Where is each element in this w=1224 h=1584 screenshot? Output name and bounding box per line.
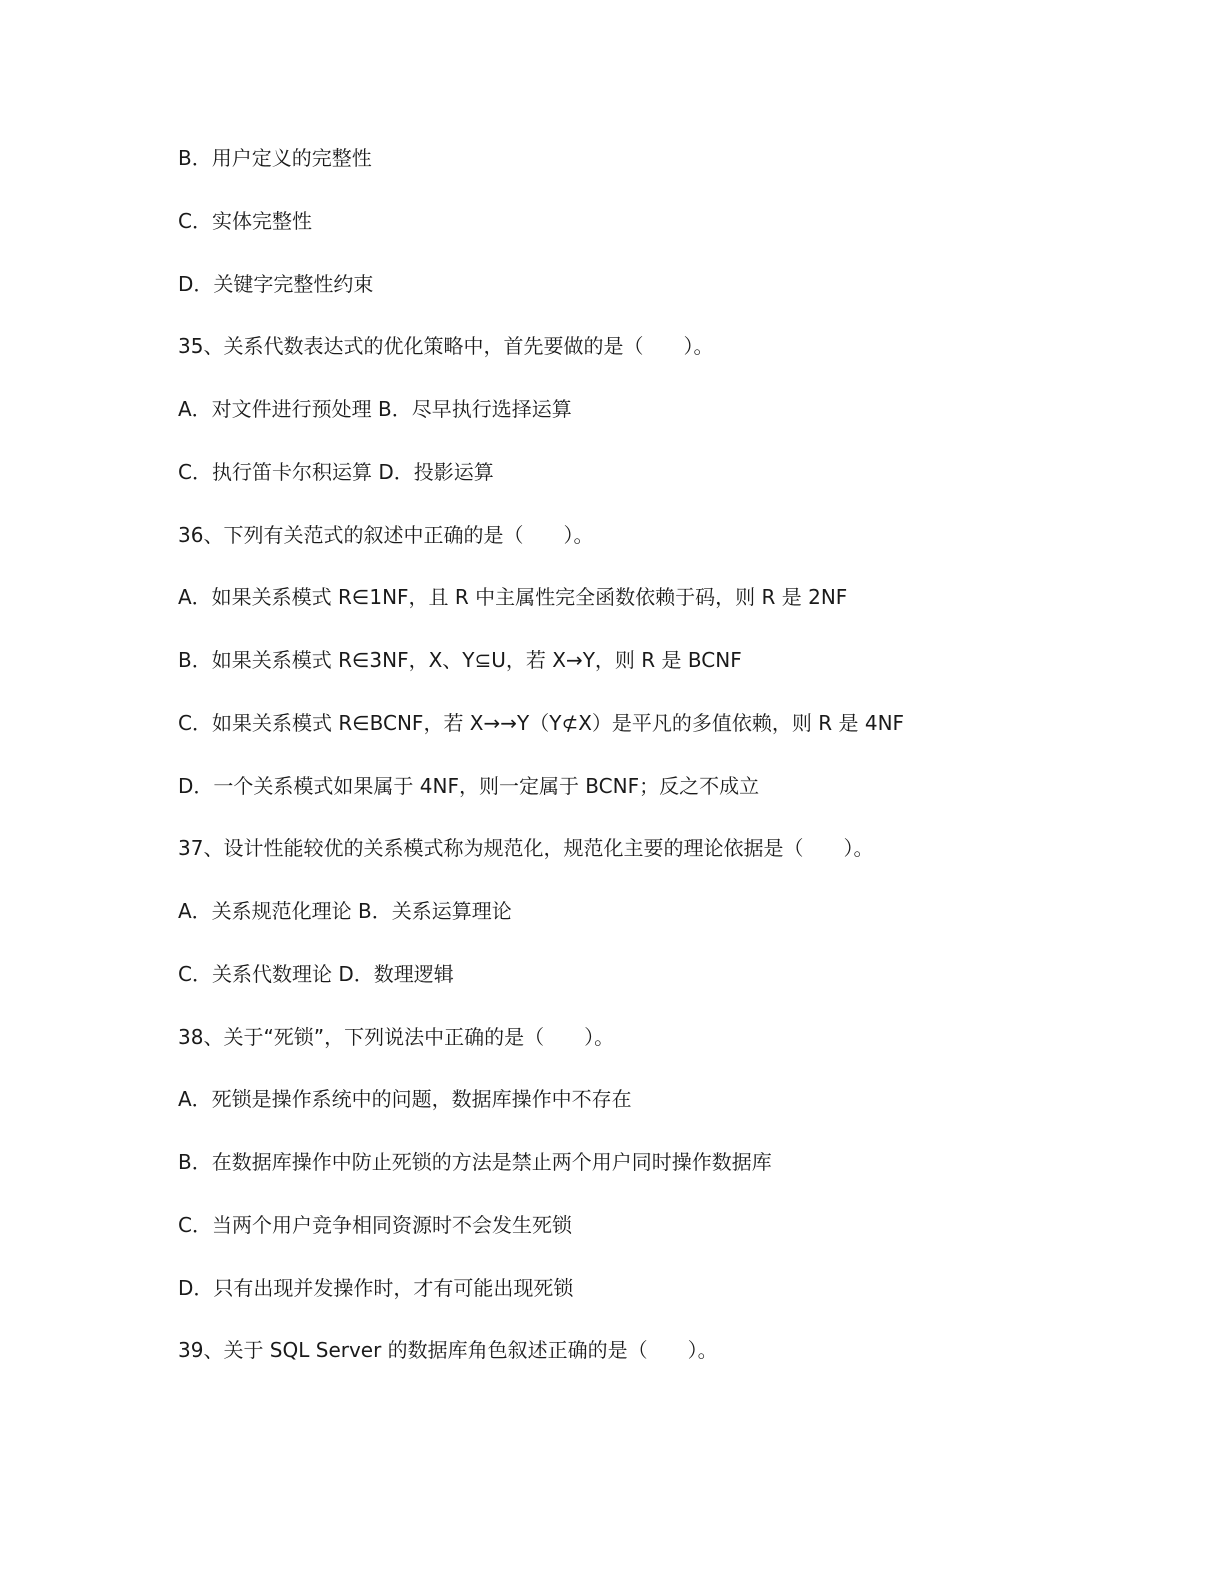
document-page bbox=[178, 138, 1158, 1370]
question-36-option-c: C．如果关系模式 R∈BCNF，若 X→→Y（Y⊄X）是平凡的多值依赖，则 R 是 4NF bbox=[178, 710, 905, 735]
question-37-options-ab: A．关系规范化理论 B．关系运算理论 bbox=[178, 899, 512, 923]
question-37-options-cd: C．关系代数理论 D．数理逻辑 bbox=[178, 961, 454, 986]
question-38-option-c: C．当两个用户竞争相同资源时不会发生死锁 bbox=[178, 1212, 572, 1237]
option-c-entity-integrity: C．实体完整性 bbox=[178, 208, 312, 233]
option-b-user-defined-integrity: B．用户定义的完整性 bbox=[178, 146, 372, 170]
option-d-key-integrity: D．关键字完整性约束 bbox=[178, 271, 374, 296]
question-36-option-b: B．如果关系模式 R∈3NF，X、Y⊆U，若 X→Y，则 R 是 BCNF bbox=[178, 648, 742, 672]
question-37: 37、设计性能较优的关系模式称为规范化，规范化主要的理论依据是（ ）。 bbox=[178, 836, 874, 861]
question-36-option-a: A．如果关系模式 R∈1NF，且 R 中主属性完全函数依赖于码，则 R 是 2NF bbox=[178, 585, 848, 610]
question-35: 35、关系代数表达式的优化策略中，首先要做的是（ ）。 bbox=[178, 334, 714, 359]
question-38: 38、关于“死锁”，下列说法中正确的是（ ）。 bbox=[178, 1024, 615, 1049]
question-38-option-a: A．死锁是操作系统中的问题，数据库操作中不存在 bbox=[178, 1087, 632, 1112]
question-35-options-ab: A．对文件进行预处理 B．尽早执行选择运算 bbox=[178, 397, 572, 421]
question-36: 36、下列有关范式的叙述中正确的是（ ）。 bbox=[178, 522, 594, 547]
question-36-option-d: D．一个关系模式如果属于 4NF，则一定属于 BCNF；反之不成立 bbox=[178, 773, 760, 798]
question-35-options-cd: C．执行笛卡尔积运算 D．投影运算 bbox=[178, 459, 494, 484]
question-38-option-d: D．只有出现并发操作时，才有可能出现死锁 bbox=[178, 1275, 574, 1300]
question-38-option-b: B．在数据库操作中防止死锁的方法是禁止两个用户同时操作数据库 bbox=[178, 1150, 772, 1174]
question-39: 39、关于 SQL Server 的数据库角色叙述正确的是（ ）。 bbox=[178, 1338, 718, 1363]
